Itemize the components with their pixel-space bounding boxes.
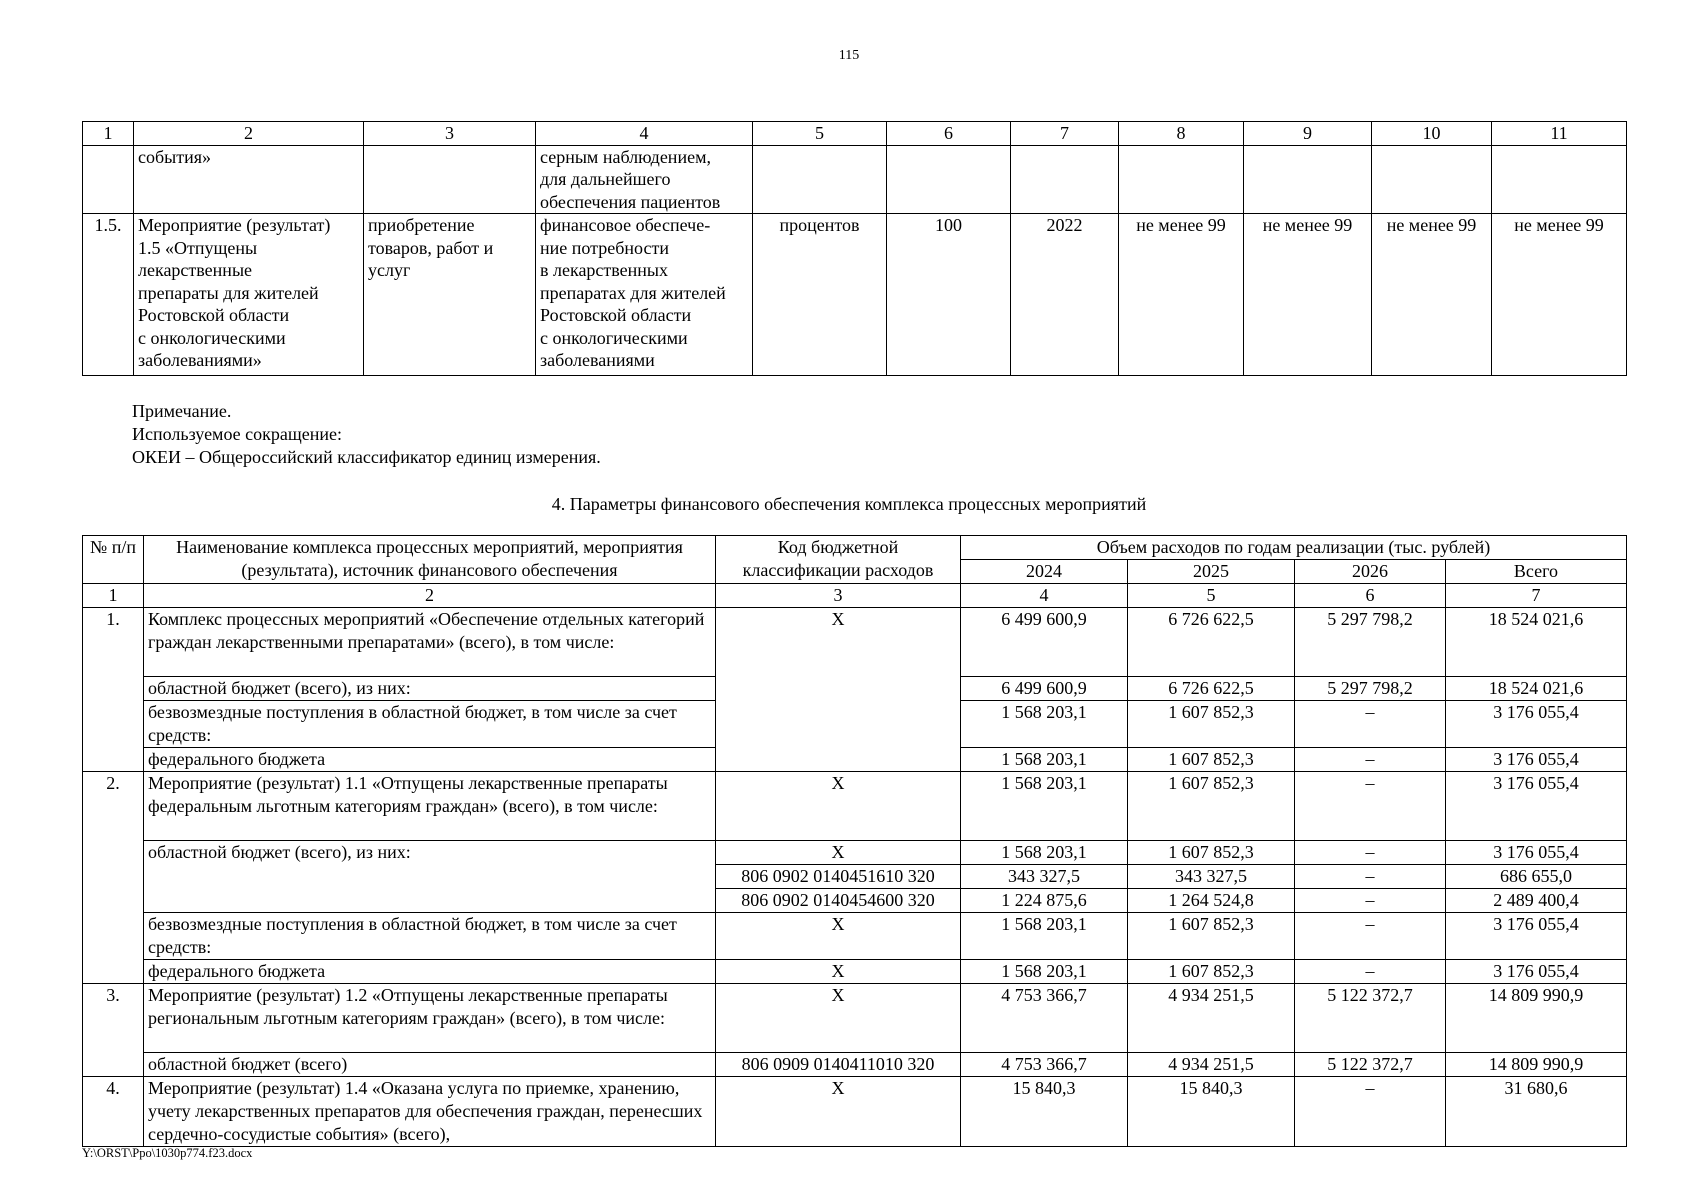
table-cell — [1011, 145, 1119, 214]
table2-index-row — [83, 584, 1627, 608]
row-code: 806 0902 0140451610 320 — [716, 865, 961, 889]
row-name: областной бюджет (всего), из них: — [144, 677, 716, 701]
index-cell: 2 — [144, 584, 716, 608]
table-cell — [1372, 145, 1492, 214]
table-cell — [1119, 145, 1244, 214]
table1-header-cell: 3 — [364, 122, 536, 146]
value-cell: 3 176 055,4 — [1446, 748, 1627, 772]
value-cell: 4 934 251,5 — [1128, 984, 1295, 1053]
value-cell: 1 568 203,1 — [961, 772, 1128, 841]
value-cell: 14 809 990,9 — [1446, 1053, 1627, 1077]
note-abbreviation: ОКЕИ – Общероссийский классификатор единиц измерения. — [132, 447, 601, 467]
indicators-table-continuation — [82, 121, 1627, 376]
row-code: 806 0909 0140411010 320 — [716, 1053, 961, 1077]
value-cell: – — [1295, 889, 1446, 913]
table-cell: серным наблюдением, для дальнейшего обеспечения пациентов — [536, 145, 753, 214]
value-cell: 6 499 600,9 — [961, 677, 1128, 701]
index-cell: 6 — [1295, 584, 1446, 608]
table-cell — [887, 145, 1011, 214]
value-cell: 5 297 798,2 — [1295, 677, 1446, 701]
header-volume: Объем расходов по годам реализации (тыс. рублей) — [961, 536, 1627, 560]
row-name: Комплекс процессных мероприятий «Обеспечение отдельных категорий граждан лекарственными препаратами» (всего), в том числе: — [144, 608, 716, 677]
row-code: 806 0902 0140454600 320 — [716, 889, 961, 913]
table-cell: 100 — [887, 214, 1011, 376]
row-name: федерального бюджета — [144, 960, 716, 984]
row-code: Х — [716, 1077, 961, 1147]
value-cell: 1 568 203,1 — [961, 701, 1128, 748]
row-number: 2. — [83, 772, 144, 984]
table-cell: не менее 99 — [1492, 214, 1627, 376]
table-cell: приобретение товаров, работ и услуг — [364, 214, 536, 376]
value-cell: 1 607 852,3 — [1128, 913, 1295, 960]
value-cell: 15 840,3 — [1128, 1077, 1295, 1147]
row-code: Х — [716, 984, 961, 1053]
row-code: Х — [716, 608, 961, 772]
table-cell — [1244, 145, 1372, 214]
value-cell: 14 809 990,9 — [1446, 984, 1627, 1053]
table-cell: финансовое обеспече- ние потребности в лекарственных препаратах для жителей Ростовской области с онкологическими заболеваниями — [536, 214, 753, 376]
value-cell: 1 264 524,8 — [1128, 889, 1295, 913]
value-cell: – — [1295, 913, 1446, 960]
value-cell: 343 327,5 — [961, 865, 1128, 889]
row-name: Мероприятие (результат) 1.4 «Оказана услуга по приемке, хранению, учету лекарственных препаратов для обеспечения граждан, перенесших сердечно-сосудистые события» (всего), — [144, 1077, 716, 1147]
table-cell — [753, 145, 887, 214]
value-cell: 5 122 372,7 — [1295, 1053, 1446, 1077]
table-cell: не менее 99 — [1372, 214, 1492, 376]
header-year: 2025 — [1128, 560, 1295, 584]
value-cell: 5 297 798,2 — [1295, 608, 1446, 677]
table1-header-cell: 6 — [887, 122, 1011, 146]
note-subtitle: Используемое сокращение: — [132, 424, 342, 444]
value-cell: 686 655,0 — [1446, 865, 1627, 889]
value-cell: 1 568 203,1 — [961, 841, 1128, 865]
row-code: Х — [716, 913, 961, 960]
table-row — [83, 841, 1627, 865]
table-cell: Мероприятие (результат) 1.5 «Отпущены лекарственные препараты для жителей Ростовской области с онкологическими заболеваниями» — [134, 214, 364, 376]
row-name: безвозмездные поступления в областной бюджет, в том числе за счет средств: — [144, 701, 716, 748]
row-name: областной бюджет (всего), из них: — [144, 841, 716, 913]
value-cell: 1 568 203,1 — [961, 960, 1128, 984]
header-code: Код бюджетной классификации расходов — [716, 536, 961, 584]
index-cell: 3 — [716, 584, 961, 608]
table1-header-cell: 7 — [1011, 122, 1119, 146]
table-cell — [364, 145, 536, 214]
value-cell: 1 568 203,1 — [961, 913, 1128, 960]
row-code: Х — [716, 960, 961, 984]
section-title: 4. Параметры финансового обеспечения комплекса процессных мероприятий — [551, 494, 1147, 514]
table-row — [83, 608, 1627, 677]
row-name: областной бюджет (всего) — [144, 1053, 716, 1077]
value-cell: 3 176 055,4 — [1446, 701, 1627, 748]
value-cell: 1 607 852,3 — [1128, 841, 1295, 865]
value-cell: 1 607 852,3 — [1128, 772, 1295, 841]
table-row — [83, 984, 1627, 1053]
value-cell: 18 524 021,6 — [1446, 677, 1627, 701]
value-cell: 3 176 055,4 — [1446, 772, 1627, 841]
note-block — [132, 400, 601, 469]
header-total: Всего — [1446, 560, 1627, 584]
index-cell: 5 — [1128, 584, 1295, 608]
table-cell: не менее 99 — [1119, 214, 1244, 376]
value-cell: 15 840,3 — [961, 1077, 1128, 1147]
row-code: Х — [716, 841, 961, 865]
table-row — [83, 1077, 1627, 1147]
value-cell: 6 726 622,5 — [1128, 677, 1295, 701]
table-cell — [1492, 145, 1627, 214]
value-cell: 1 224 875,6 — [961, 889, 1128, 913]
header-num: № п/п — [83, 536, 144, 584]
row-name: Мероприятие (результат) 1.2 «Отпущены лекарственные препараты региональным льготным категориям граждан» (всего), в том числе: — [144, 984, 716, 1053]
index-cell: 7 — [1446, 584, 1627, 608]
table-cell: не менее 99 — [1244, 214, 1372, 376]
file-path-footer: Y:\ORST\Ppo\1030p774.f23.docx — [82, 1146, 253, 1160]
value-cell: 1 607 852,3 — [1128, 701, 1295, 748]
value-cell: 343 327,5 — [1128, 865, 1295, 889]
financing-table — [82, 535, 1627, 1147]
value-cell: 3 176 055,4 — [1446, 960, 1627, 984]
table1-header-cell: 9 — [1244, 122, 1372, 146]
row-number: 4. — [83, 1077, 144, 1147]
index-cell: 4 — [961, 584, 1128, 608]
header-year: 2026 — [1295, 560, 1446, 584]
table1-header-row — [83, 122, 1627, 146]
table1-header-cell: 10 — [1372, 122, 1492, 146]
table-row — [83, 1053, 1627, 1077]
value-cell: 6 499 600,9 — [961, 608, 1128, 677]
header-year: 2024 — [961, 560, 1128, 584]
value-cell: – — [1295, 960, 1446, 984]
value-cell: – — [1295, 748, 1446, 772]
table-row — [83, 960, 1627, 984]
row-code: Х — [716, 772, 961, 841]
row-name: безвозмездные поступления в областной бюджет, в том числе за счет средств: — [144, 913, 716, 960]
table-cell: 2022 — [1011, 214, 1119, 376]
table-row — [83, 145, 1627, 214]
table1-header-cell: 11 — [1492, 122, 1627, 146]
value-cell: 3 176 055,4 — [1446, 841, 1627, 865]
row-number: 3. — [83, 984, 144, 1077]
table1-header-cell: 2 — [134, 122, 364, 146]
page-number: 115 — [838, 48, 860, 63]
table-row — [83, 913, 1627, 960]
table-cell — [83, 145, 134, 214]
table-cell: события» — [134, 145, 364, 214]
row-number: 1. — [83, 608, 144, 772]
table2-header-row — [83, 536, 1627, 560]
header-name: Наименование комплекса процессных мероприятий, мероприятия (результата), источник финансового обеспечения — [144, 536, 716, 584]
row-name: Мероприятие (результат) 1.1 «Отпущены лекарственные препараты федеральным льготным категориям граждан» (всего), в том числе: — [144, 772, 716, 841]
note-title: Примечание. — [132, 401, 232, 421]
value-cell: 1 607 852,3 — [1128, 960, 1295, 984]
value-cell: 4 934 251,5 — [1128, 1053, 1295, 1077]
table-cell: 1.5. — [83, 214, 134, 376]
table-row — [83, 772, 1627, 841]
value-cell: 2 489 400,4 — [1446, 889, 1627, 913]
value-cell: – — [1295, 1077, 1446, 1147]
table1-header-cell: 1 — [83, 122, 134, 146]
value-cell: 18 524 021,6 — [1446, 608, 1627, 677]
value-cell: – — [1295, 841, 1446, 865]
value-cell: 4 753 366,7 — [961, 984, 1128, 1053]
table1-header-cell: 8 — [1119, 122, 1244, 146]
value-cell: 31 680,6 — [1446, 1077, 1627, 1147]
index-cell: 1 — [83, 584, 144, 608]
table-cell: процентов — [753, 214, 887, 376]
value-cell: 4 753 366,7 — [961, 1053, 1128, 1077]
value-cell: – — [1295, 772, 1446, 841]
value-cell: 1 607 852,3 — [1128, 748, 1295, 772]
value-cell: – — [1295, 865, 1446, 889]
value-cell: 5 122 372,7 — [1295, 984, 1446, 1053]
table1-header-cell: 5 — [753, 122, 887, 146]
value-cell: 6 726 622,5 — [1128, 608, 1295, 677]
value-cell: 3 176 055,4 — [1446, 913, 1627, 960]
value-cell: 1 568 203,1 — [961, 748, 1128, 772]
table1-header-cell: 4 — [536, 122, 753, 146]
table-row — [83, 214, 1627, 376]
row-name: федерального бюджета — [144, 748, 716, 772]
value-cell: – — [1295, 701, 1446, 748]
